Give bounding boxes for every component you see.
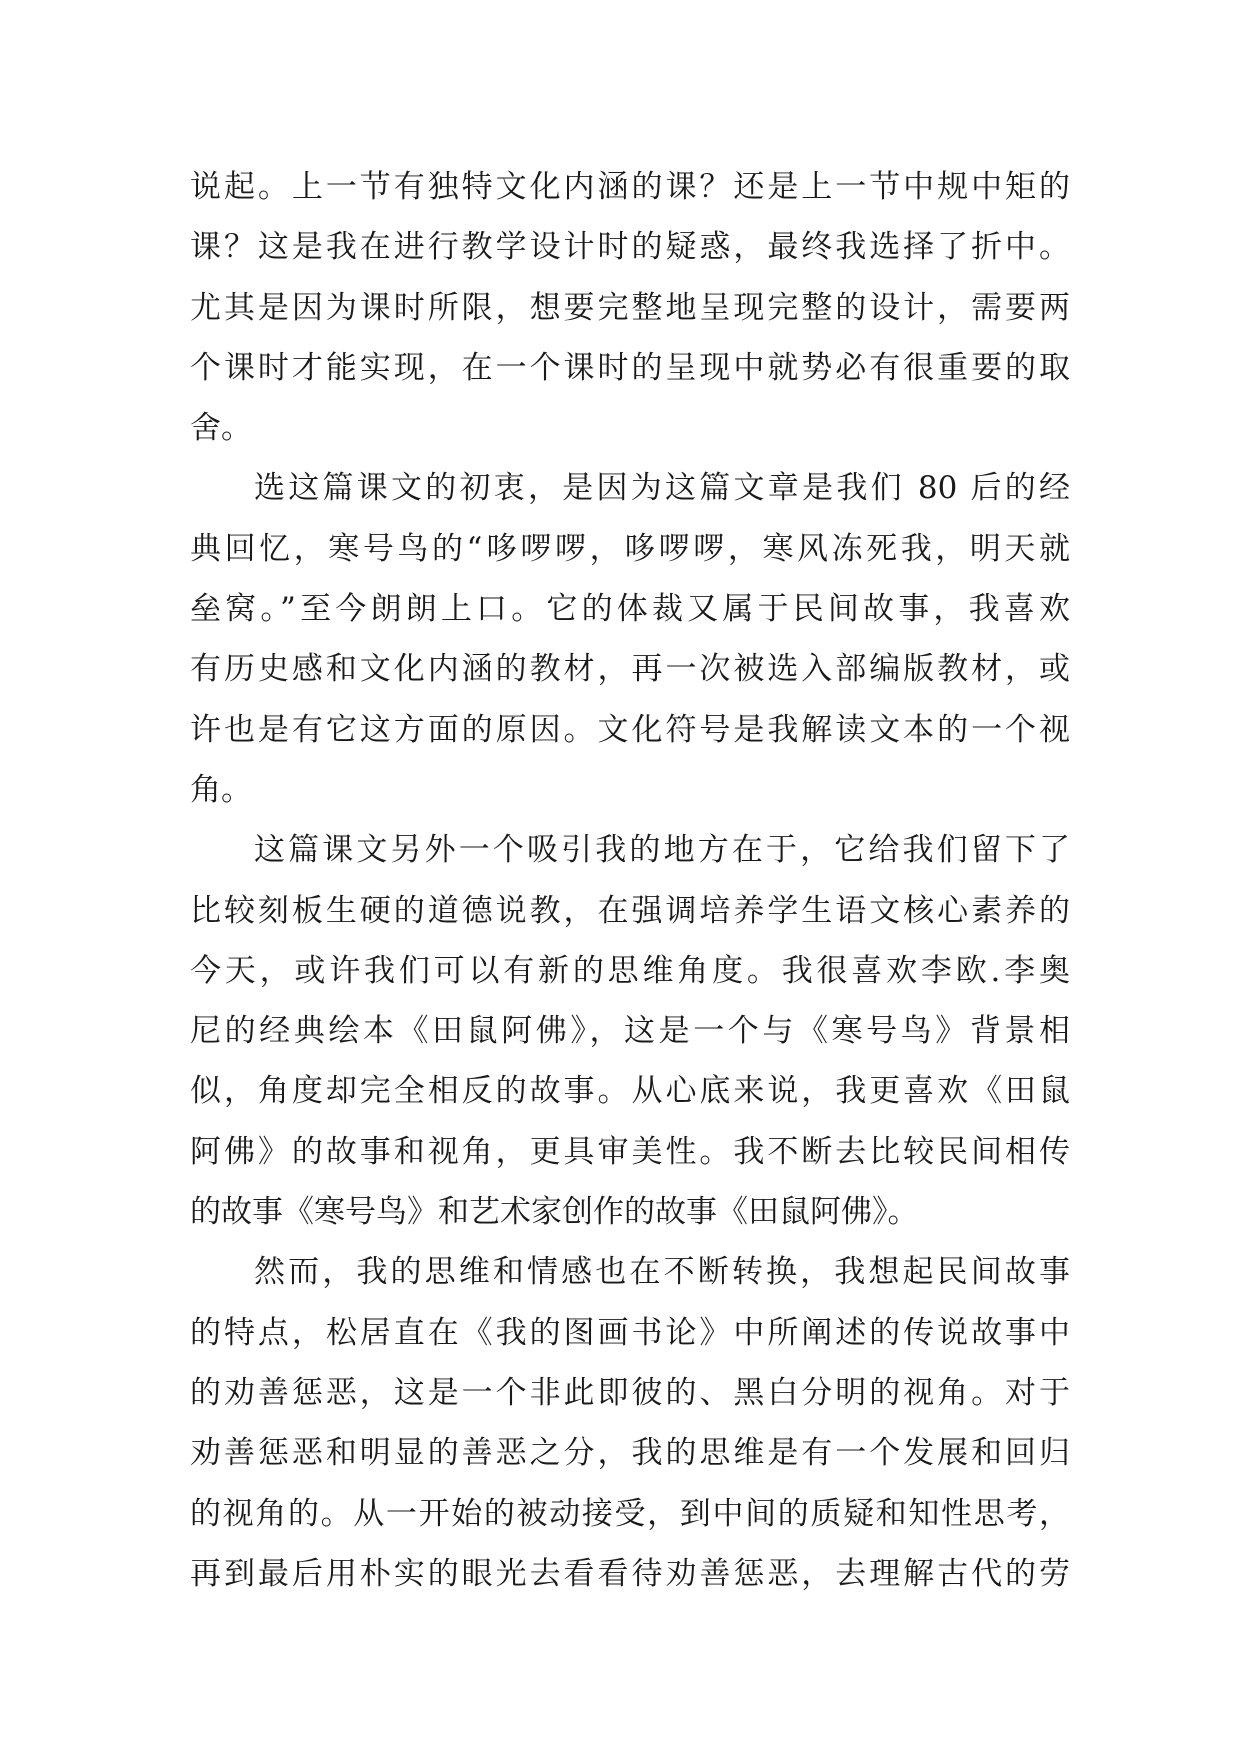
text-line: 的劝善惩恶，这是一个非此即彼的、黑白分明的视角。对于	[190, 1374, 1070, 1411]
paragraph	[190, 820, 1070, 1242]
text-line: 比较刻板生硬的道德说教，在强调培养学生语文核心素养的	[190, 892, 1070, 929]
text-line: 劝善惩恶和明显的善恶之分，我的思维是有一个发展和回归	[190, 1435, 1070, 1472]
text-line: 阿佛》的故事和视角，更具审美性。我不断去比较民间相传	[190, 1133, 1070, 1170]
paragraph	[190, 458, 1070, 820]
text-line: 说起。上一节有独特文化内涵的课？还是上一节中规中矩的	[190, 169, 1070, 205]
text-line: 的视角的。从一开始的被动接受，到中间的质疑和知性思考，	[190, 1495, 1070, 1532]
paragraph	[190, 157, 1070, 458]
text-line: 尤其是因为课时所限，想要完整地呈现完整的设计，需要两	[190, 289, 1070, 326]
text-line: 课？这是我在进行教学设计时的疑惑，最终我选择了折中。	[190, 229, 1070, 266]
text-line: 有历史感和文化内涵的教材，再一次被选入部编版教材，或	[190, 651, 1070, 688]
text-line: 然而，我的思维和情感也在不断转换，我想起民间故事	[254, 1254, 1070, 1291]
text-line: 垒窝。”至今朗朗上口。它的体裁又属于民间故事，我喜欢	[190, 591, 1070, 628]
document-body	[190, 157, 1070, 1604]
text-line: 个课时才能实现，在一个课时的呈现中就势必有很重要的取	[190, 349, 1070, 386]
text-line: 选这篇课文的初衷，是因为这篇文章是我们 80 后的经	[254, 470, 1070, 507]
text-line: 似，角度却完全相反的故事。从心底来说，我更喜欢《田鼠	[190, 1073, 1070, 1110]
text-line: 再到最后用朴实的眼光去看看待劝善惩恶，去理解古代的劳	[190, 1555, 1070, 1592]
text-line: 的故事《寒号鸟》和艺术家创作的故事《田鼠阿佛》。	[190, 1194, 919, 1231]
text-line: 尼的经典绘本《田鼠阿佛》，这是一个与《寒号鸟》背景相	[190, 1013, 1070, 1050]
text-line: 舍。	[190, 410, 252, 447]
text-line: 的特点，松居直在《我的图画书论》中所阐述的传说故事中	[190, 1314, 1070, 1351]
text-line: 这篇课文另外一个吸引我的地方在于，它给我们留下了	[254, 832, 1070, 869]
text-line: 许也是有它这方面的原因。文化符号是我解读文本的一个视	[190, 711, 1070, 748]
paragraph	[190, 1242, 1070, 1604]
text-line: 角。	[190, 771, 252, 808]
text-line: 今天，或许我们可以有新的思维角度。我很喜欢李欧.李奥	[190, 952, 1070, 989]
text-line: 典回忆，寒号鸟的“哆啰啰，哆啰啰，寒风冻死我，明天就	[190, 530, 1070, 567]
